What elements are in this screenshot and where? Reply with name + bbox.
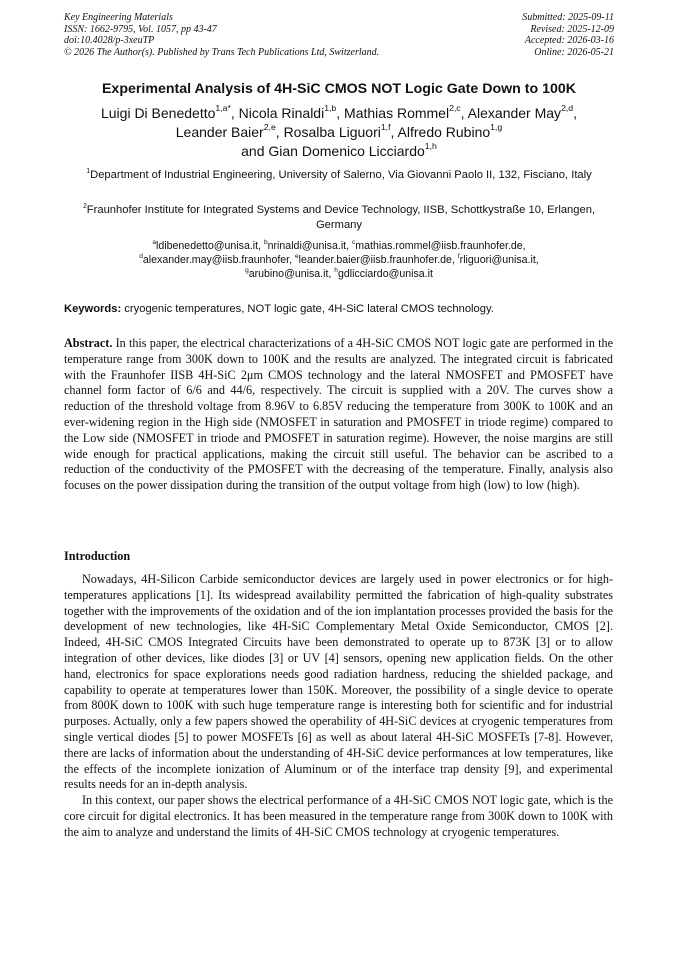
abstract-text: In this paper, the electrical characterizations of a 4H-SiC CMOS NOT logic gate are performed in the temperature range from 300K down to 100K and the results are analyzed. The integrated circuit is fabricated with the Fraunhofer IISB 4H-SiC 2μm CMOS technology and the lateral NMOSFET and PMOSFET have channel form factor of 6/6 and 44/6, respectively. The circuit is supplied with a 20V. The curves show a reduction of the threshold voltage from 8.96V to 6.85V reducing the temperature from 300K to 100K and an ever-widening region in the High side (NMOSFET in saturation and PMOSFET in triode regime) compared to the Low side (NMOSFET in triode and PMOSFET in saturation regime). However, the noise margins are still wide enough for practical applications, making the circuit still useful. The behavior can be ascribed to a reduction of the conductivity of the PMOSFET with the decreasing of the temperature. Finally, analysis also focuses on the power dissipation during the transition of the output voltage from high (low) to low (high). bbox=[64, 336, 613, 493]
paragraph: In this context, our paper shows the electrical performance of a 4H-SiC CMOS NOT logic gate, which is the core circuit for digital electronics. It has been measured in the temperature range from 300K down to 100K with the aim to analyze and understand the limits of 4H-SiC CMOS technology at cryogenic temperatures. bbox=[64, 793, 613, 839]
author-sup: 1,f bbox=[380, 122, 391, 133]
affiliation-2 bbox=[64, 203, 614, 232]
section-heading-introduction: Introduction bbox=[64, 549, 131, 563]
author-name: Rosalba Liguori bbox=[283, 124, 381, 140]
author-line bbox=[40, 142, 638, 161]
email-link[interactable]: leander.baier@iisb.fraunhofer.de bbox=[298, 254, 452, 266]
author-name: Luigi Di Benedetto bbox=[100, 105, 216, 121]
affiliation-text: Department of Industrial Engineering, University of Salerno, Via Giovanni Paolo II, 132, Fisciano, Italy bbox=[90, 169, 592, 181]
author-line: Leander Baier$^{2,e}$, Rosalba Liguori$^{1,f}$, Alfredo Rubino$^{1,g}$ bbox=[175, 122, 503, 140]
author-list bbox=[40, 104, 638, 161]
author-sup: 2,c bbox=[449, 103, 461, 114]
abstract-label: Abstract. bbox=[64, 336, 113, 350]
affiliation-sup: 2 bbox=[82, 202, 87, 210]
author-line: Luigi Di Benedetto$^{1,a*}$, Nicola Rinaldi$^{1,b}$, Mathias Rommel$^{2,c}$, Alexander May$^{2,d}$, bbox=[100, 103, 578, 121]
publication-dates bbox=[522, 12, 614, 58]
email-line: $^a$ldibenedetto@unisa.it, $^b$nrinaldi@unisa.it, $^c$mathias.rommel@iisb.fraunhofer.de, bbox=[152, 238, 526, 252]
email-link[interactable]: alexander.may@iisb.fraunhofer bbox=[142, 254, 290, 266]
journal-name: Key Engineering Materials bbox=[64, 12, 173, 23]
email-link[interactable]: nrinaldi@unisa.it bbox=[267, 240, 347, 252]
accepted-date: Accepted: 2026-03-16 bbox=[524, 35, 614, 46]
journal-doi: doi:10.4028/p-3xeuTP bbox=[64, 35, 155, 46]
author-name: Alexander May bbox=[467, 105, 562, 121]
abstract bbox=[64, 336, 613, 494]
revised-date: Revised: 2025-12-09 bbox=[530, 23, 614, 35]
affiliation-1 bbox=[64, 168, 614, 183]
author-sup: 1,b bbox=[324, 103, 337, 114]
author-sup: 1,g bbox=[490, 122, 503, 133]
author-sup: 1,h bbox=[424, 141, 437, 152]
email-link[interactable]: gdlicciardo@unisa.it bbox=[337, 268, 433, 280]
online-date: Online: 2026-05-21 bbox=[534, 46, 614, 58]
author-name: Alfredo Rubino bbox=[397, 124, 491, 140]
email-link[interactable]: mathias.rommel@iisb.fraunhofer.de, bbox=[355, 240, 526, 252]
paper-title: Experimental Analysis of 4H-SiC CMOS NOT Logic Gate Down to 100K bbox=[101, 81, 577, 97]
keywords-line bbox=[64, 303, 614, 315]
email-list bbox=[64, 239, 614, 281]
author-name: Mathias Rommel bbox=[344, 105, 450, 121]
author-name: Nicola Rinaldi bbox=[238, 105, 325, 121]
introduction-body bbox=[64, 572, 613, 841]
submitted-date: Submitted: 2025-09-11 bbox=[522, 12, 614, 23]
email-link[interactable]: ldibenedetto@unisa.it bbox=[156, 240, 259, 252]
author-name: Leander Baier bbox=[175, 124, 264, 140]
copyright-line: © 2026 The Author(s). Published by Trans Tech Publications Ltd, Switzerland. bbox=[64, 46, 380, 58]
keywords-label: Keywords: bbox=[64, 303, 122, 315]
journal-info bbox=[64, 12, 379, 58]
keywords-text: cryogenic temperatures, NOT logic gate, 4H-SiC lateral CMOS technology. bbox=[121, 303, 494, 315]
author-sup: 2,e bbox=[263, 122, 276, 133]
author-sup: 1,a* bbox=[215, 103, 231, 114]
affiliation-sup: 1 bbox=[86, 167, 91, 175]
email-line: $^d$alexander.may@iisb.fraunhofer, $^e$leander.baier@iisb.fraunhofer.de, $^f$rliguori@unisa.it, bbox=[139, 252, 539, 266]
author-name: and Gian Domenico Licciardo bbox=[241, 143, 425, 159]
author-sup: 2,d bbox=[561, 103, 574, 114]
journal-issn: ISSN: 1662-9795, Vol. 1057, pp 43-47 bbox=[64, 23, 217, 35]
email-line: $^g$arubino@unisa.it, $^h$gdlicciardo@unisa.it bbox=[245, 266, 433, 280]
email-link[interactable]: rliguori@unisa.it, bbox=[459, 254, 539, 266]
email-link[interactable]: arubino@unisa.it bbox=[248, 268, 329, 280]
paragraph: Nowadays, 4H-Silicon Carbide semiconductor devices are largely used in power electronics or for high-temperatures applications [1]. Its widespread availability permitted the fabrication of high-quality substrates together with the improvements of the oxidation and of the ion implantation processes provided the basis for the development of new technologies, like 4H-SiC Complementary Metal Oxide Semiconductor, CMOS [2]. Indeed, 4H-SiC CMOS Integrated Circuits have been demonstrated to operate up to 873K [3] or to allow integration of other devices, like diodes [3] or UV [4] sensors, opening new application fields. On the other hand, electronics for space explorations needs good radiation hardness, reducing the shielded package, and capability to operate at temperatures lower than 150K. Moreover, the possibility of a single device to operate from 800K down to 100K with such huge temperature range is interesting both for scientific and for industrial purposes. Actually, only a few papers showed the operability of 4H-SiC devices at cryogenic temperatures from single vertical diodes [5] to power MOSFETs [6] as well as about lateral 4H-SiC MOSFETs [7-8]. However, there are lacks of information about the understanding of 4H-SiC device performances at low temperatures, like the effects of the incomplete ionization of Aluminum or of the interface trap density [9], and experimental results needs for an in-depth analysis. bbox=[64, 572, 613, 792]
affiliation-text: Fraunhofer Institute for Integrated Systems and Device Technology, IISB, Schottkystraße 10, Erlangen, Germany bbox=[86, 204, 596, 231]
